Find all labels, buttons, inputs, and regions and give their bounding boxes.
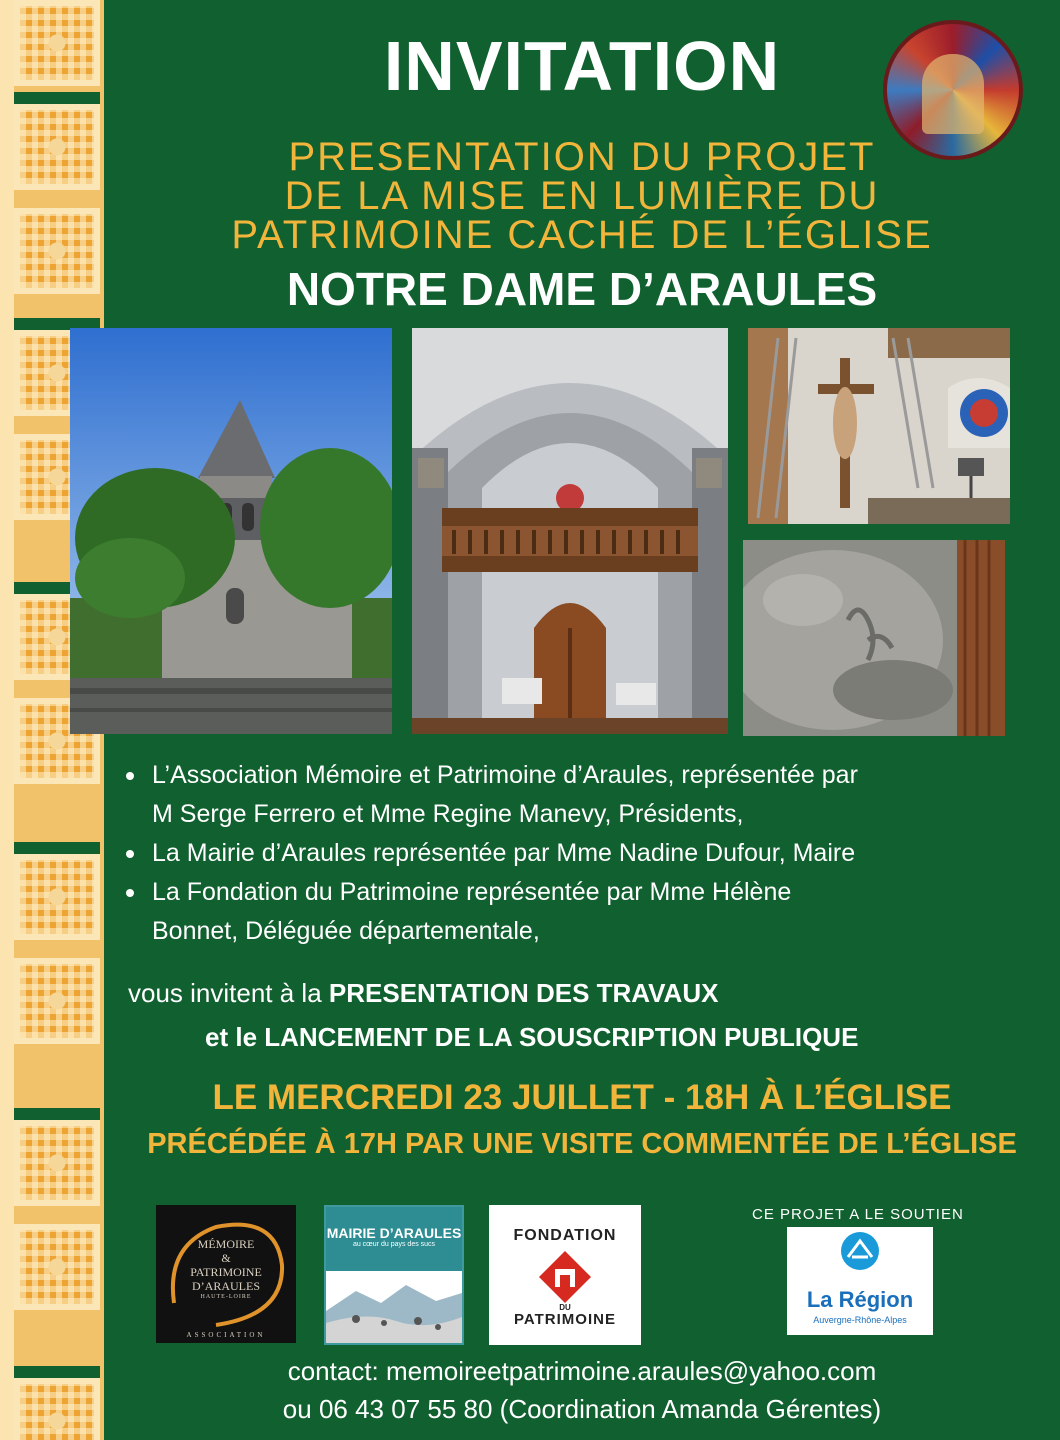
memoire-logo-region: HAUTE-LOIRE [200,1294,252,1300]
pattern-separator [14,842,100,854]
pattern-separator [14,92,100,104]
mairie-logo-name: MAIRIE D’ARAULES [326,1225,462,1241]
contact-phone-line: ou 06 43 07 55 80 (Coordination Amanda Gérentes) [282,1394,882,1424]
photo-crucifix-restoration [748,328,1010,524]
fondation-logo-word-3: PATRIMOINE [514,1311,616,1328]
memoire-logo-word-3: D’ARAULES [192,1279,260,1293]
invite-presentation-travaux: PRESENTATION DES TRAVAUX [328,978,719,1008]
host-association-line-1: L’Association Mémoire et Patrimoine d’Araules, représentée par [152,761,858,789]
pattern-tile [14,0,100,86]
region-logo-subtitle: Auvergne-Rhône-Alpes [813,1315,907,1325]
band-strip [0,0,14,1440]
subtitle-line-1: PRESENTATION DU PROJET [288,135,876,179]
church-name: NOTRE DAME D’ARAULES [286,263,878,315]
host-association-line-2: M Serge Ferrero et Mme Regine Manevy, Présidents, [152,800,744,828]
mairie-logo-landscape [326,1271,462,1343]
mairie-araules-logo [324,1205,464,1345]
support-label: CE PROJET A LE SOUTIEN [752,1206,964,1223]
invitation-title: INVITATION [383,27,781,105]
pattern-tile [14,208,100,294]
pattern-separator [14,1108,100,1120]
host-mairie-line: La Mairie d’Araules représentée par Mme Nadine Dufour, Maire [152,839,856,867]
host-association [122,756,1022,834]
region-logo [787,1227,933,1335]
memoire-logo-ampersand: & [221,1251,231,1265]
mairie-logo-tagline: au cœur du pays des sucs [352,1241,436,1248]
host-mairie [122,834,1022,873]
memoire-logo-word-2: PATRIMOINE [190,1265,262,1279]
memoire-logo-association: ASSOCIATION [186,1331,266,1339]
pattern-tile [14,1224,100,1310]
host-fondation-line-2: Bonnet, Déléguée départementale, [152,917,540,945]
subtitle-line-3: PATRIMOINE CACHÉ DE L’ÉGLISE [231,213,933,257]
pattern-tile [14,1120,100,1206]
invite-line-2 [205,1022,858,1053]
fondation-logo-word-2: DU [559,1303,571,1312]
subtitle-line-2: DE LA MISE EN LUMIÈRE DU [284,174,880,218]
photo-carved-stone [743,540,1005,736]
invite-prefix: vous invitent à la [128,978,322,1008]
memoire-logo-word-1: MÉMOIRE [197,1237,255,1251]
pattern-tile [14,958,100,1044]
pattern-separator [14,1366,100,1378]
pattern-tile [14,854,100,940]
pattern-tile [14,1378,100,1440]
region-logo-name: La Région [806,1287,914,1312]
host-fondation-line-1: La Fondation du Patrimoine représentée par Mme Hélène [152,878,792,906]
event-date: LE MERCREDI 23 JUILLET - 18H À L’ÉGLISE [212,1078,952,1117]
contact-email-line: contact: memoireetpatrimoine.araules@yahoo.com [287,1356,877,1386]
fondation-logo-word-1: FONDATION [513,1227,617,1244]
pattern-tile [14,104,100,190]
fondation-logo-emblem [539,1251,591,1303]
mairie-logo-header [326,1207,462,1271]
invite-lancement-souscription: et le LANCEMENT DE LA SOUSCRIPTION PUBLIQUE [205,1022,859,1052]
memoire-patrimoine-logo [156,1205,296,1343]
photo-church-exterior [70,328,392,734]
fondation-patrimoine-logo [489,1205,641,1345]
host-fondation [122,873,1022,951]
guided-visit-line: PRÉCÉDÉE À 17H PAR UNE VISITE COMMENTÉE DE L’ÉGLISE [147,1128,1017,1160]
photo-church-interior [412,328,728,734]
hosts-list [122,756,1022,951]
invite-line-1 [128,978,718,1009]
region-logo-emblem [840,1231,880,1271]
